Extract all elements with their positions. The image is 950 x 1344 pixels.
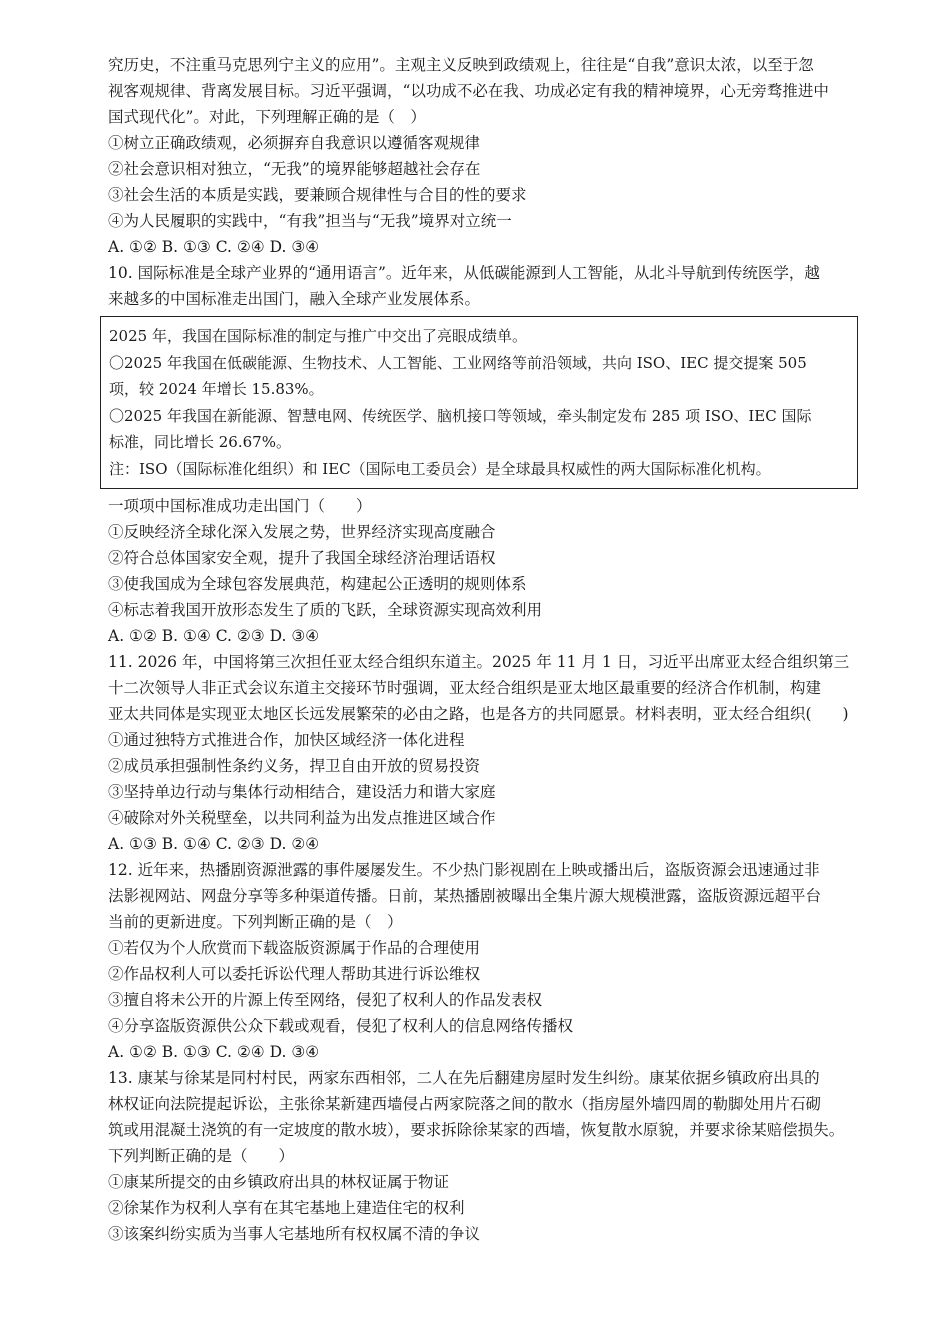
option-statement: ②作品权利人可以委托诉讼代理人帮助其进行诉讼维权 [108, 965, 481, 983]
question-prompt: 一项项中国标准成功走出国门（ ） [108, 497, 372, 515]
option-statement: ②符合总体国家安全观，提升了我国全球经济治理话语权 [108, 549, 496, 567]
option-statement: ③坚持单边行动与集体行动相结合，建设活力和谐大家庭 [108, 783, 496, 801]
material-line: 项，较 2024 年增长 15.83%。 [109, 380, 324, 398]
answer-choices: A. ①② B. ①③ C. ②④ D. ③④ [108, 238, 320, 256]
material-line: 〇2025 年我国在低碳能源、生物技术、人工智能、工业网络等前沿领域，共向 ISO、IEC 提交提案 505 [109, 353, 807, 372]
material-line: 〇2025 年我国在新能源、智慧电网、传统医学、脑机接口等领域，牵头制定发布 285 项 ISO、IEC 国际 [109, 406, 812, 425]
option-statement: ④为人民履职的实践中，“有我”担当与“无我”境界对立统一 [108, 212, 512, 230]
exam-page [108, 52, 874, 1247]
question-10 [108, 260, 874, 649]
question-stem-line: 来越多的中国标准走出国门，融入全球产业发展体系。 [108, 290, 481, 308]
question-13 [108, 1065, 874, 1247]
answer-choices: A. ①② B. ①③ C. ②④ D. ③④ [108, 1043, 320, 1061]
question-stem-line: 12. 近年来，热播剧资源泄露的事件屡屡发生。不少热门影视剧在上映或播出后，盗版资源会迅速通过非 [108, 861, 820, 879]
option-statement: ③使我国成为全球包容发展典范，构建起公正透明的规则体系 [108, 575, 527, 593]
option-statement: ②社会意识相对独立，“无我”的境界能够超越社会存在 [108, 160, 481, 178]
answer-choices: A. ①② B. ①④ C. ②③ D. ③④ [108, 627, 320, 645]
question-stem-line: 视客观规律、背离发展目标。习近平强调，“以功成不必在我、功成必定有我的精神境界，心无旁骛推进中 [108, 82, 829, 100]
question-stem-line: 十二次领导人非正式会议东道主交接环节时强调，亚太经合组织是亚太地区最重要的经济合作机制，构建 [108, 679, 822, 697]
question-stem-line: 筑或用混凝土浇筑的有一定坡度的散水坡），要求拆除徐某家的西墙，恢复散水原貌，并要求徐某赔偿损失。 [108, 1121, 845, 1139]
option-statement: ②徐某作为权利人享有在其宅基地上建造住宅的权利 [108, 1199, 465, 1217]
option-statement: ①通过独特方式推进合作，加快区域经济一体化进程 [108, 731, 465, 749]
question-stem-line: 亚太共同体是实现亚太地区长远发展繁荣的必由之路，也是各方的共同愿景。材料表明，亚太经合组织( ) [108, 705, 849, 723]
question-9 [108, 52, 874, 260]
question-stem-line: 法影视网站、网盘分享等多种渠道传播。日前，某热播剧被曝出全集片源大规模泄露，盗版资源远超平台 [108, 887, 822, 905]
question-stem-line: 13. 康某与徐某是同村村民，两家东西相邻，二人在先后翻建房屋时发生纠纷。康某依据乡镇政府出具的 [108, 1069, 820, 1087]
option-statement: ①反映经济全球化深入发展之势，世界经济实现高度融合 [108, 523, 496, 541]
option-statement: ①树立正确政绩观，必须摒弃自我意识以遵循客观规律 [108, 134, 481, 152]
question-11 [108, 649, 874, 857]
option-statement: ④破除对外关税壁垒，以共同利益为出发点推进区域合作 [108, 809, 496, 827]
material-note: 注：ISO（国际标准化组织）和 IEC（国际电工委员会）是全球最具权威性的两大国际标准化机构。 [109, 459, 771, 478]
question-stem-line: 究历史，不注重马克思列宁主义的应用”。主观主义反映到政绩观上，往往是“自我”意识太浓，以至于忽 [108, 56, 814, 74]
option-statement: ③擅自将未公开的片源上传至网络，侵犯了权利人的作品发表权 [108, 991, 543, 1009]
material-line: 标准，同比增长 26.67%。 [109, 433, 291, 451]
answer-choices: A. ①③ B. ①④ C. ②③ D. ②④ [108, 835, 320, 853]
material-line: 2025 年，我国在国际标准的制定与推广中交出了亮眼成绩单。 [109, 327, 527, 345]
option-statement: ④分享盗版资源供公众下载或观看，侵犯了权利人的信息网络传播权 [108, 1017, 574, 1035]
question-stem-line: 11. 2026 年，中国将第三次担任亚太经合组织东道主。2025 年 11 月 1 日，习近平出席亚太经合组织第三 [108, 653, 850, 671]
option-statement: ④标志着我国开放形态发生了质的飞跃，全球资源实现高效利用 [108, 601, 543, 619]
question-stem-line: 下列判断正确的是（ ） [108, 1147, 295, 1165]
question-stem-line: 国式现代化”。对此，下列理解正确的是（ ） [108, 108, 426, 126]
question-stem-line: 10. 国际标准是全球产业界的“通用语言”。近年来，从低碳能源到人工智能，从北斗导航到传统医学，越 [108, 264, 820, 282]
question-stem-line: 当前的更新进度。下列判断正确的是（ ） [108, 913, 403, 931]
option-statement: ①康某所提交的由乡镇政府出具的林权证属于物证 [108, 1173, 450, 1191]
option-statement: ②成员承担强制性条约义务，捍卫自由开放的贸易投资 [108, 757, 481, 775]
question-stem-line: 林权证向法院提起诉讼，主张徐某新建西墙侵占两家院落之间的散水（指房屋外墙四周的勒脚处用片石砌 [108, 1095, 822, 1113]
material-box [100, 316, 858, 489]
question-12 [108, 857, 874, 1065]
option-statement: ①若仅为个人欣赏而下载盗版资源属于作品的合理使用 [108, 939, 481, 957]
option-statement: ③社会生活的本质是实践，要兼顾合规律性与合目的性的要求 [108, 186, 527, 204]
option-statement: ③该案纠纷实质为当事人宅基地所有权权属不清的争议 [108, 1225, 481, 1243]
